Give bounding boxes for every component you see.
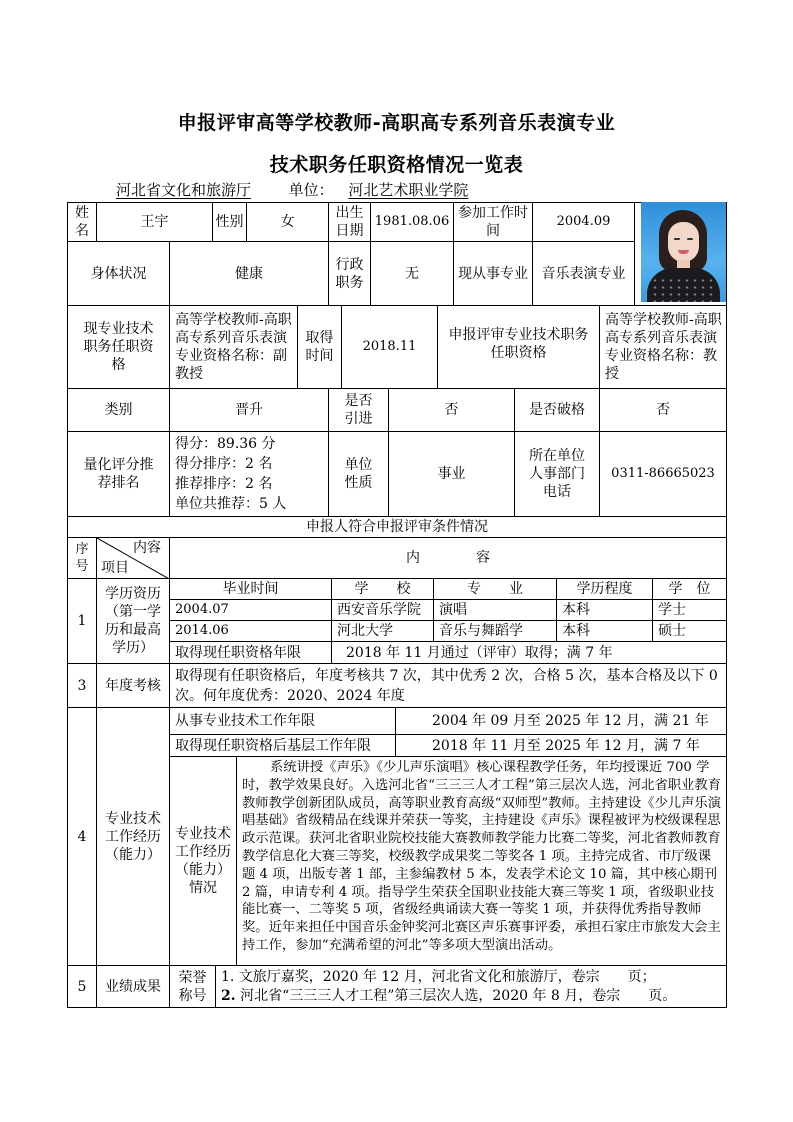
- name-value: 王宇: [96, 202, 213, 242]
- edu-header-time: 毕业时间: [169, 578, 332, 600]
- edu-row1-school: 西安音乐学院: [331, 599, 434, 621]
- exception-label: 是否破格: [514, 388, 600, 432]
- document-title-line1: 申报评审高等学校教师-高职高专系列音乐表演专业: [177, 112, 616, 134]
- document-title-line2: 技术职务任职资格情况一览表: [269, 154, 524, 176]
- conditions-header: 申报人符合申报评审条件情况: [67, 516, 727, 538]
- birth-value: 1981.08.06: [370, 202, 454, 242]
- health-label: 身体状况: [67, 241, 170, 306]
- exception-value: 否: [599, 388, 727, 432]
- work-years-label: 从事专业技术工作年限: [169, 707, 396, 735]
- unit-line: [116, 179, 468, 200]
- ranking-details: [169, 431, 329, 517]
- ranking-label: 量化评分推荐排名: [67, 431, 170, 517]
- category-value: 晋升: [169, 388, 329, 432]
- seq-label: 序号: [67, 537, 97, 579]
- honor-list: [215, 965, 727, 1008]
- education-label: 学历资历（第一学历和最高学历）: [96, 578, 170, 664]
- gender-value: 女: [246, 202, 329, 242]
- current-major-value: 音乐表演专业: [532, 241, 635, 306]
- item-content-header: [96, 537, 170, 579]
- obtain-time-value: 2018.11: [341, 305, 438, 389]
- gender-label: 性别: [212, 202, 247, 242]
- grassroots-years-label: 取得现任职资格后基层工作年限: [169, 734, 396, 757]
- birth-label: 出生日期: [328, 202, 371, 242]
- experience-detail: 系统讲授《声乐》《少儿声乐演唱》核心课程教学任务，年均授课近 700 学时，教学效果良好。入选河北省“三三三人才工程”第三层次人选，河北省职业教育教师教学创新团队成员，高等职业教育高级“双师型”教师。主持建设《少儿声乐演唱基础》省级精品在线课并荣获一等奖，主持建设《声乐》课程被评为校级课程思政示范课。获河北省职业院校技能大赛教师教学能力比赛二等奖，河北省教师教育教学信息化大赛三等奖，校级教学成果奖二等奖各 1 项。主持完成省、市厅级课题 4 项，出版专著 1 部，主参编教材 5 本，发表学术论文 10 篇，其中核心期刊 2 篇，申请专利 4 项。指导学生荣获全国职业技能大赛三等奖 1 项，省级职业技能比赛一、二等奖 5 项，省级经典诵读大赛一等奖 1 项，并获得优秀指导教师奖。近年来担任中国音乐金钟奖河北赛区声乐赛事评委，承担石家庄市旅发大会主持工作，参加“充满希望的河北”等多项大型演出活动。: [236, 756, 727, 966]
- introduced-value: 否: [388, 388, 515, 432]
- admin-value: 无: [370, 241, 454, 306]
- edu-header-degree-level: 学历程度: [556, 578, 653, 600]
- honor-item-1: 1. 文旅厅嘉奖，2020 年 12 月，河北省文化和旅游厅，卷宗 页；: [221, 968, 656, 985]
- edu-row2-degree: 硕士: [652, 620, 727, 642]
- honor-item-2-number: 2.: [221, 987, 236, 1004]
- experience-seq: 4: [67, 707, 97, 966]
- annual-value: 取得现有任职资格后，年度考核共 7 次，其中优秀 2 次，合格 5 次，基本合格及以下 0 次。何年度优秀：2020、2024 年度: [169, 663, 727, 708]
- current-major-label: 现从事专业: [453, 241, 533, 306]
- honor-item-2-text: 河北省“三三三人才工程”第三层次人选，2020 年 8 月，卷宗 页。: [235, 987, 677, 1004]
- edu-row1-time: 2004.07: [169, 599, 332, 621]
- experience-sub-label: 专业技术工作经历（能力）情况: [169, 756, 237, 966]
- edu-header-degree: 学 位: [652, 578, 727, 600]
- edu-row2-level: 本科: [556, 620, 653, 642]
- applicant-portrait-photo: [641, 202, 726, 302]
- honor-item-2: [221, 987, 676, 1006]
- item-label: 项目: [101, 560, 129, 576]
- edu-row1-degree: 学士: [652, 599, 727, 621]
- obtain-time-label: 取得时间: [297, 305, 342, 389]
- name-label: 姓名: [67, 202, 97, 242]
- admin-label: 行政职务: [328, 241, 371, 306]
- unit-name: 河北艺术职业学院: [348, 181, 469, 199]
- unit-label: 单位：: [288, 181, 334, 199]
- edu-row2-time: 2014.06: [169, 620, 332, 642]
- apply-qualification-label: 申报评审专业技术职务任职资格: [437, 305, 600, 389]
- work-start-label: 参加工作时间: [453, 202, 533, 242]
- grassroots-years-value: 2018 年 11 月至 2025 年 12 月，满 7 年: [395, 734, 727, 757]
- apply-qualification-value: 高等学校教师-高职高专系列音乐表演专业资格名称：教授: [599, 305, 727, 389]
- ranking-recommend-rank: 推荐排序：2 名: [175, 476, 273, 492]
- content-diag-label: 内容: [133, 540, 161, 556]
- unit-nature-label: 单位性质: [328, 431, 389, 517]
- edu-row1-level: 本科: [556, 599, 653, 621]
- work-years-value: 2004 年 09 月至 2025 年 12 月，满 21 年: [395, 707, 727, 735]
- qualification-years-value: 2018 年 11 月通过（评审）取得；满 7 年: [331, 641, 727, 664]
- ranking-score-rank: 得分排序：2 名: [175, 456, 273, 472]
- current-qualification-label: 现专业技术职务任职资格: [67, 305, 170, 389]
- edu-row1-major: 演唱: [433, 599, 557, 621]
- experience-label: 专业技术工作经历（能力）: [96, 707, 170, 966]
- education-seq: 1: [67, 578, 97, 664]
- work-start-value: 2004.09: [532, 202, 635, 242]
- annual-seq: 3: [67, 663, 97, 708]
- hr-phone-value: 0311-86665023: [599, 431, 727, 517]
- annual-label: 年度考核: [96, 663, 170, 708]
- ranking-score: 得分：89.36 分: [175, 436, 276, 452]
- edu-header-major: 专 业: [433, 578, 557, 600]
- unit-nature-value: 事业: [388, 431, 515, 517]
- edu-header-school: 学 校: [331, 578, 434, 600]
- achievement-seq: 5: [67, 965, 97, 1008]
- edu-row2-school: 河北大学: [331, 620, 434, 642]
- achievement-label: 业绩成果: [96, 965, 170, 1008]
- ranking-total-recommend: 单位共推荐：5 人: [175, 496, 287, 512]
- honor-label: 荣誉称号: [169, 965, 216, 1008]
- current-qualification-value: 高等学校教师-高职高专系列音乐表演专业资格名称：副教授: [169, 305, 298, 389]
- department-name: 河北省文化和旅游厅: [116, 181, 252, 199]
- introduced-label: 是否引进: [328, 388, 389, 432]
- category-label: 类别: [67, 388, 170, 432]
- qualification-years-label: 取得现任职资格年限: [169, 641, 332, 664]
- health-value: 健康: [169, 241, 329, 306]
- content-label: 内 容: [169, 537, 727, 579]
- hr-phone-label: 所在单位人事部门电话: [514, 431, 600, 517]
- edu-row2-major: 音乐与舞蹈学: [433, 620, 557, 642]
